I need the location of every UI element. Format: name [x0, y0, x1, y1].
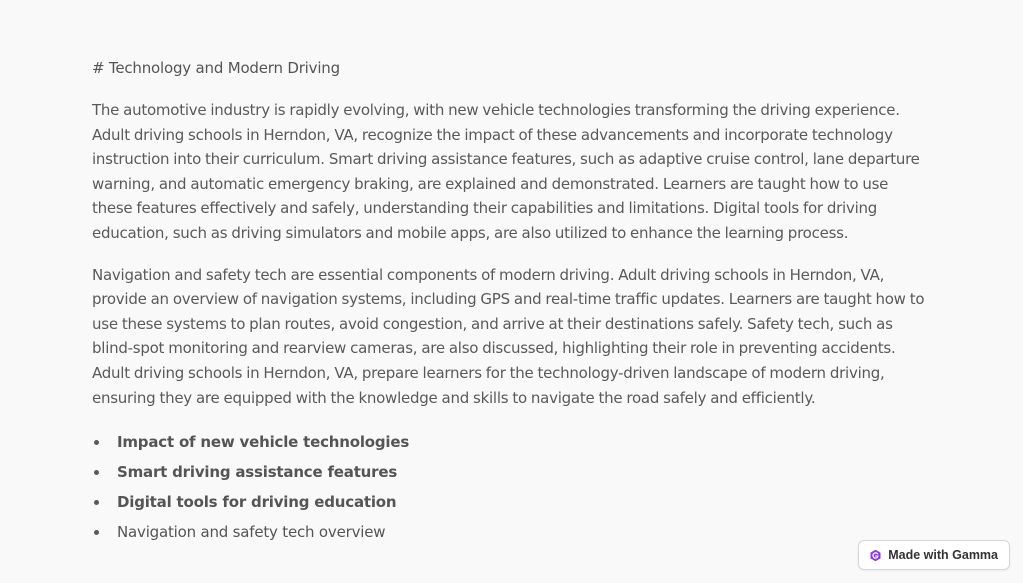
made-with-gamma-button[interactable]: [858, 540, 1010, 570]
bullet-dot-icon: [94, 500, 99, 505]
bullet-list: [92, 427, 932, 547]
bullet-item: [92, 427, 932, 457]
bullet-text: Navigation and safety tech overview: [117, 523, 386, 542]
bullet-item: [92, 487, 932, 517]
slide-content: [92, 56, 932, 547]
made-with-gamma-label: Made with Gamma: [888, 548, 998, 562]
paragraph-navigation-safety: Navigation and safety tech are essential components of modern driving. Adult driving schools in Herndon, VA, provide an overview of navigation systems, including GPS and real-time traffic updates. Learners are taught how to use these systems to plan routes, avoid congestion, and arrive at their destinations safely. Safety tech, such as blind-spot monitoring and rearview cameras, are also discussed, highlighting their role in preventing accidents. Adult driving schools in Herndon, VA, prepare learners for the technology-driven landscape of modern driving, ensuring they are equipped with the knowledge and skills to navigate the road safely and efficiently.: [92, 265, 925, 407]
bullet-dot-icon: [94, 470, 99, 475]
gamma-logo-icon: [869, 549, 882, 562]
bullet-text: Digital tools for driving education: [117, 493, 397, 512]
bullet-item: [92, 517, 932, 547]
bullet-item: [92, 457, 932, 487]
bullet-dot-icon: [94, 440, 99, 445]
paragraph-technology: The automotive industry is rapidly evolving, with new vehicle technologies transforming the driving experience. Adult driving schools in Herndon, VA, recognize the impact of these advancements and incorporate technology instruction into their curriculum. Smart driving assistance features, such as adaptive cruise control, lane departure warning, and automatic emergency braking, are explained and demonstrated. Learners are taught how to use these features effectively and safely, understanding their capabilities and limitations. Digital tools for driving education, such as driving simulators and mobile apps, are also utilized to enhance the learning process.: [92, 101, 920, 242]
bullet-text: Impact of new vehicle technologies: [117, 433, 410, 452]
bullet-dot-icon: [94, 530, 99, 535]
bullet-text: Smart driving assistance features: [117, 463, 398, 482]
slide-heading: # Technology and Modern Driving: [92, 59, 340, 77]
